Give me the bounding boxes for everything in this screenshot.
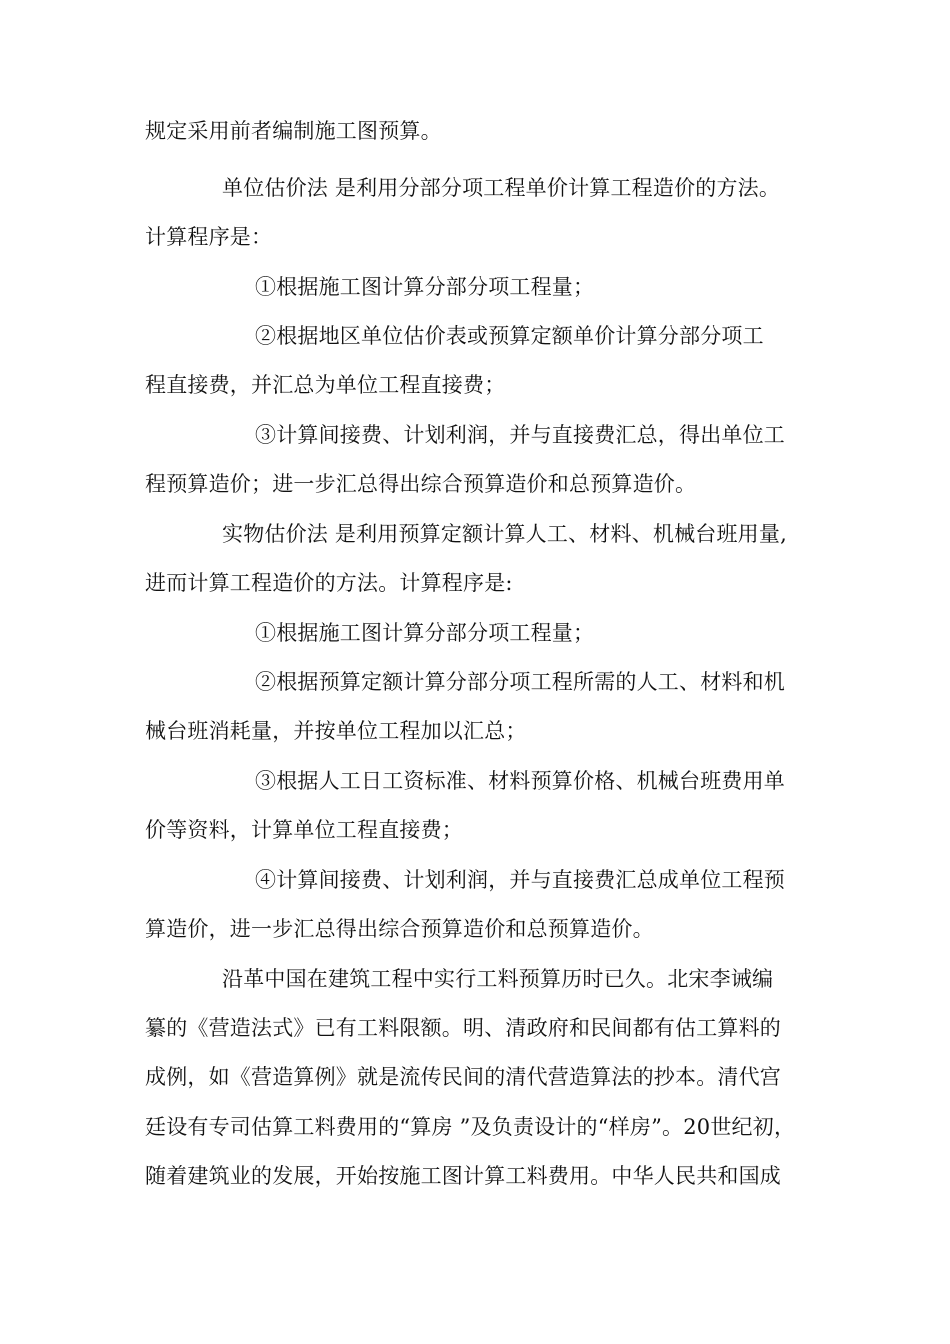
text-line: 廷设有专司估算工料费用的“算房 ”及负责设计的“样房”。20世纪初， — [145, 1115, 796, 1139]
text-line: 进而计算工程造价的方法。计算程序是: — [145, 571, 513, 595]
text-line: 实物估价法 是利用预算定额计算人工、材料、机械台班用量, — [222, 522, 787, 546]
text-line: ③计算间接费、计划利润，并与直接费汇总，得出单位工 — [255, 423, 785, 447]
text-line: 价等资料，计算单位工程直接费； — [145, 818, 463, 842]
text-line: ①根据施工图计算分部分项工程量； — [255, 621, 595, 645]
text-line: 单位估价法 是利用分部分项工程单价计算工程造价的方法。 — [222, 176, 781, 200]
text-line: 算造价，进一步汇总得出综合预算造价和总预算造价。 — [145, 917, 654, 941]
text-line: 沿革中国在建筑工程中实行工料预算历时已久。北宋李诫编 — [222, 967, 774, 991]
text-line: 程直接费，并汇总为单位工程直接费； — [145, 373, 506, 397]
text-line: ③根据人工日工资标准、材料预算价格、机械台班费用单 — [255, 769, 785, 793]
text-line: 械台班消耗量，并按单位工程加以汇总； — [145, 719, 527, 743]
text-line: ②根据地区单位估价表或预算定额单价计算分部分项工 — [255, 324, 764, 348]
text-line: ①根据施工图计算分部分项工程量； — [255, 275, 595, 299]
text-line: 规定采用前者编制施工图预算。 — [145, 119, 442, 143]
text-line: ④计算间接费、计划利润，并与直接费汇总成单位工程预 — [255, 868, 785, 892]
text-line: 程预算造价；进一步汇总得出综合预算造价和总预算造价。 — [145, 472, 697, 496]
text-line: 计算程序是： — [145, 225, 273, 249]
text-line: 成例，如《营造算例》就是流传民间的清代营造算法的抄本。清代宫 — [145, 1065, 781, 1089]
text-line: 纂的《营造法式》已有工料限额。明、清政府和民间都有估工算料的 — [145, 1016, 781, 1040]
text-line: 随着建筑业的发展，开始按施工图计算工料费用。中华人民共和国成 — [145, 1164, 781, 1188]
text-line: ②根据预算定额计算分部分项工程所需的人工、材料和机 — [255, 670, 785, 694]
